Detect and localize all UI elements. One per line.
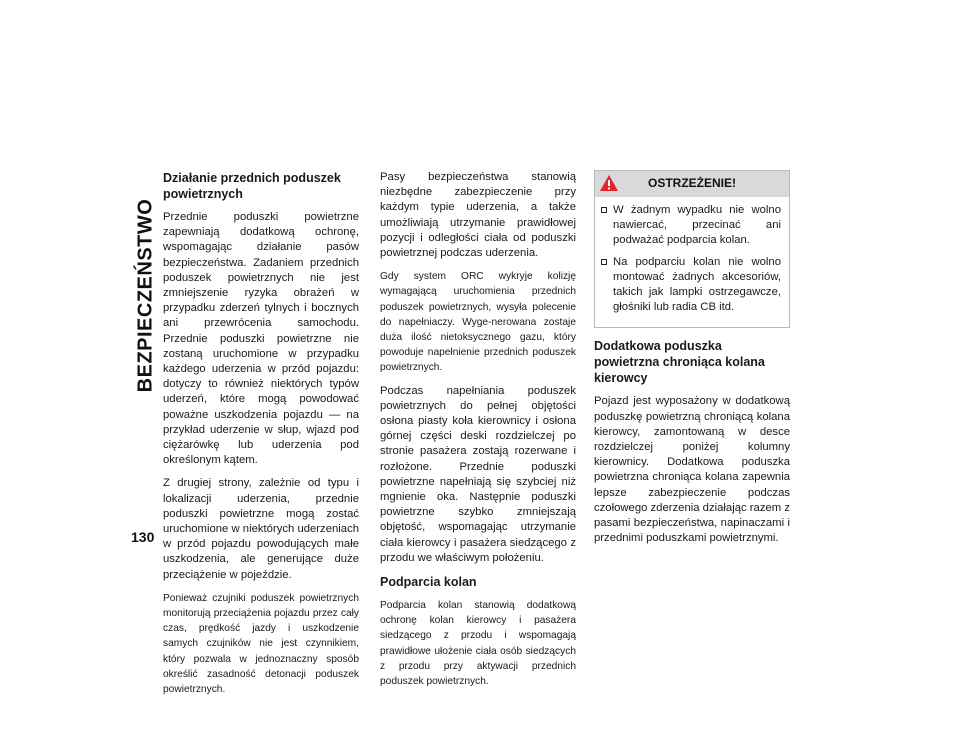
column-3 bbox=[594, 170, 790, 554]
warning-list bbox=[595, 197, 789, 327]
column-1 bbox=[163, 170, 359, 705]
heading-front-airbags: Działanie przednich poduszek powietrznych bbox=[163, 171, 341, 201]
warning-box bbox=[594, 170, 790, 328]
paragraph: Podczas napełniania poduszek powietrznych do pełnej objętości osłona piasty koła kierownicy i osłona górnej części deski rozdzielczej po stronie pasażera zostają rozerwane i rozłożone. Przednie poduszki powietrzne napełniają się szybciej niż mgnienie oka. Następnie poduszki powietrzne szybko zmniejszają objętość, wspomagając utrzymanie ciała kierowcy i pasażera siedzącego z przodu we właściwym położeniu. bbox=[380, 384, 576, 564]
heading-knee-airbag: Dodatkowa poduszka powietrzna chroniąca kolana kierowcy bbox=[594, 339, 765, 386]
column-2 bbox=[380, 170, 576, 697]
warning-item bbox=[601, 255, 781, 316]
checkbox-bullet-icon bbox=[601, 259, 607, 265]
page-number: 130 bbox=[131, 529, 155, 545]
section-title-text: BEZPIECZEŃSTWO bbox=[134, 198, 157, 392]
warning-header bbox=[595, 171, 789, 197]
checkbox-bullet-icon bbox=[601, 207, 607, 213]
paragraph: Przednie poduszki powietrzne zapewniają dodatkową ochronę, wspomagając działanie pasów bezpieczeństwa. Zadaniem przednich poduszek powietrznych nie jest zmniejszenie ryzyka obrażeń w przypadku zderzeń tylnych i bocznych ani przewrócenia samochodu. Przednie poduszki powietrzne nie zostaną uruchomione w przypadku każdego uderzenia w przód pojazdu: dotyczy to również niektórych typów uderzeń, które mogą powodować poważne uszkodzenia pojazdu — na przykład uderzenie w słup, wjazd pod ciężarówkę lub uderzenia pod określonym kątem. bbox=[163, 211, 359, 467]
paragraph: Z drugiej strony, zależnie od typu i lokalizacji uderzenia, przednie poduszki powietrzne mogą zostać uruchomione w niektórych uderzeniach w przód pojazdu powodujących małe uszkodzenia, ale generujące duże przeciążenie w pojeździe. bbox=[163, 477, 359, 581]
warning-item-text: W żadnym wypadku nie wolno nawiercać, przecinać ani podważać podparcia kolan. bbox=[613, 204, 781, 247]
warning-item-text: Na podparciu kolan nie wolno montować żadnych akcesoriów, takich jak lampki ostrzegawcze, głośniki lub radia CB itd. bbox=[613, 255, 781, 314]
warning-triangle-icon bbox=[599, 174, 619, 192]
paragraph: Pasy bezpieczeństwa stanowią niezbędne zabezpieczenie przy każdym typie uderzenia, a także umożliwiają utrzymanie prawidłowej pozycji i odległości ciała od poduszki powietrznej podczas uderzenia. bbox=[380, 171, 576, 260]
warning-item bbox=[601, 203, 781, 249]
heading-knee-bolsters: Podparcia kolan bbox=[380, 575, 477, 590]
section-side-title bbox=[129, 170, 163, 420]
warning-title: OSTRZEŻENIE! bbox=[647, 176, 736, 191]
paragraph: Podparcia kolan stanowią dodatkową ochronę kolan kierowcy i pasażera siedzącego z przodu i wspomagają prawidłowe ułożenie ciała osób siedzących z przodu przy aktywacji przednich poduszek powietrznych. bbox=[380, 600, 576, 688]
paragraph: Pojazd jest wyposażony w dodatkową poduszkę powietrzną chroniącą kolana kierowcy, zamontowaną w desce rozdzielczej poniżej kolumny kierownicy. Dodatkowa poduszka powietrzna chroniąca kolana zapewnia lepsze zabezpieczenie podczas czołowego zderzenia działając razem z pasami bezpieczeństwa, napinaczami i przednimi poduszkami powietrznymi. bbox=[594, 395, 790, 545]
paragraph: Gdy system ORC wykryje kolizję wymagającą uruchomienia przednich poduszek powietrznych, wysyła polecenie do napełniaczy. Wyge-nerowana zostaje duża ilość nietoksycznego gazu, który powoduje napełnienie przednich poduszek powietrznych. bbox=[380, 271, 576, 374]
paragraph: Ponieważ czujniki poduszek powietrznych monitorują przeciążenia pojazdu przez cały czas, prędkość jazdy i uszkodzenie samych czujników nie jest czynnikiem, który pozwala w jednoznaczny sposób określić zasadność detonacji poduszek powietrznych. bbox=[163, 592, 359, 696]
